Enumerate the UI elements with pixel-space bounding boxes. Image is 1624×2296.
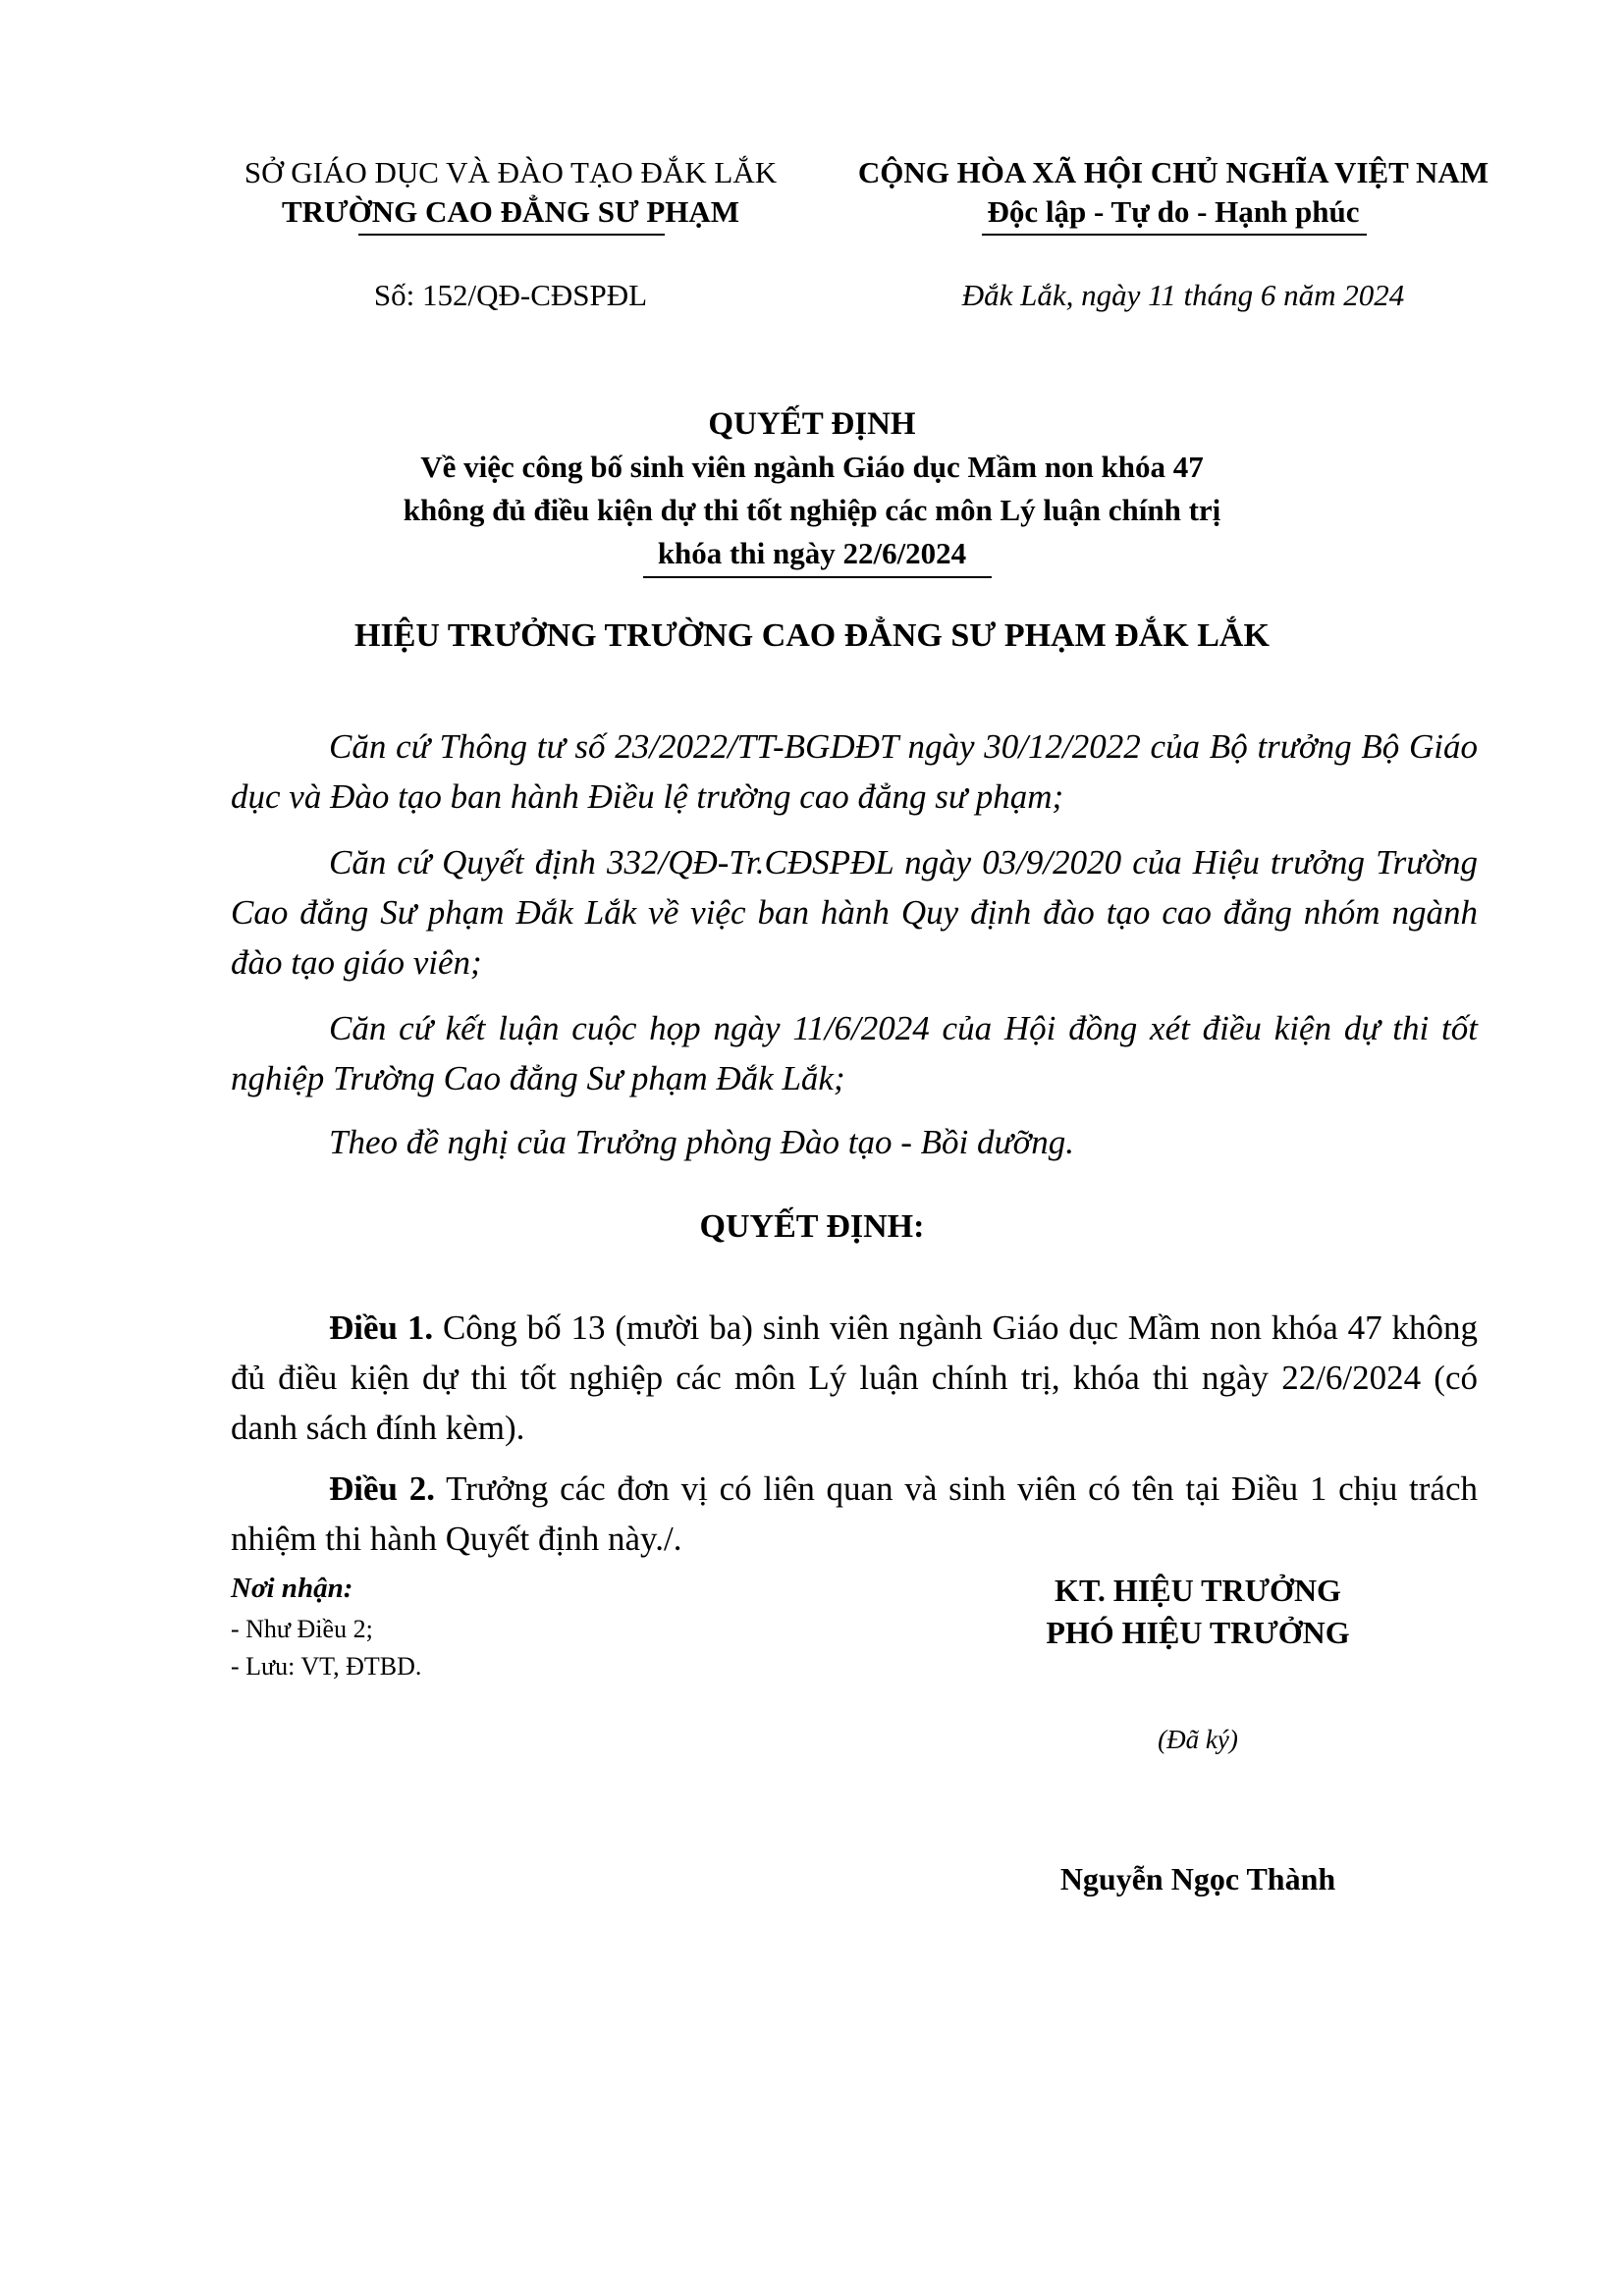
header-right-motto: Độc lập - Tự do - Hạnh phúc [987,194,1360,229]
article-1-text: Công bố 13 (mười ba) sinh viên ngành Giáo dục Mầm non khóa 47 không đủ điều kiện dự thi tốt nghiệp các môn Lý luận chính trị, khóa thi ngày 22/6/2024 (có danh sách đính kèm). [231,1308,1478,1447]
recipients-label: Nơi nhận: [231,1573,353,1604]
recipient-item: - Lưu: VT, ĐTBD. [231,1652,422,1681]
article-1 [231,1303,1478,1453]
header-left-department: SỞ GIÁO DỤC VÀ ĐÀO TẠO ĐẮK LẮK [244,155,778,189]
signature-title-1: KT. HIỆU TRƯỞNG [1055,1573,1341,1608]
article-2-text: Trưởng các đơn vị có liên quan và sinh viên có tên tại Điều 1 chịu trách nhiệm thi hành Quyết định này./. [231,1469,1479,1558]
legal-basis-1: Căn cứ Thông tư số 23/2022/TT-BGDĐT ngày 30/12/2022 của Bộ trưởng Bộ Giáo dục và Đào tạo ban hành Điều lệ trường cao đẳng sư phạm; [231,727,1478,816]
header-right-country: CỘNG HÒA XÃ HỘI CHỦ NGHĨA VIỆT NAM [857,155,1489,189]
article-1-label: Điều 1. [329,1308,434,1347]
header-left-school: TRƯỜNG CAO ĐẲNG SƯ PHẠM [281,194,740,229]
decision-heading: QUYẾT ĐỊNH: [699,1208,925,1245]
document-number: Số: 152/QĐ-CĐSPĐL [373,278,648,312]
article-2 [231,1464,1478,1564]
document-title: QUYẾT ĐỊNH [708,406,916,442]
article-2-label: Điều 2. [329,1469,435,1508]
place-date: Đắk Lắk, ngày 11 tháng 6 năm 2024 [961,278,1405,312]
title-underline [643,576,992,578]
legal-basis-3: Căn cứ kết luận cuộc họp ngày 11/6/2024 của Hội đồng xét điều kiện dự thi tốt nghiệp Trường Cao đẳng Sư phạm Đắk Lắk; [231,1009,1478,1097]
header-right-underline [982,234,1367,236]
header-left-underline [358,234,665,236]
legal-basis-4: Theo đề nghị của Trưởng phòng Đào tạo - Bồi dưỡng. [329,1123,1074,1161]
title-subject-line-2: không đủ điều kiện dự thi tốt nghiệp các môn Lý luận chính trị [403,493,1221,527]
signed-note: (Đã ký) [1158,1725,1238,1754]
signatory-name: Nguyễn Ngọc Thành [1059,1861,1336,1896]
issuing-authority: HIỆU TRƯỞNG TRƯỜNG CAO ĐẲNG SƯ PHẠM ĐẮK LẮK [354,617,1270,654]
legal-basis-2: Căn cứ Quyết định 332/QĐ-Tr.CĐSPĐL ngày 03/9/2020 của Hiệu trưởng Trường Cao đẳng Sư phạm Đắk Lắk về việc ban hành Quy định đào tạo cao đẳng nhóm ngành đào tạo giáo viên; [231,843,1478,982]
signature-title-2: PHÓ HIỆU TRƯỞNG [1046,1615,1350,1650]
title-subject-line-3: khóa thi ngày 22/6/2024 [657,536,967,570]
title-subject-line-1: Về việc công bố sinh viên ngành Giáo dục Mầm non khóa 47 [420,450,1204,484]
recipient-item: - Như Điều 2; [231,1615,373,1643]
